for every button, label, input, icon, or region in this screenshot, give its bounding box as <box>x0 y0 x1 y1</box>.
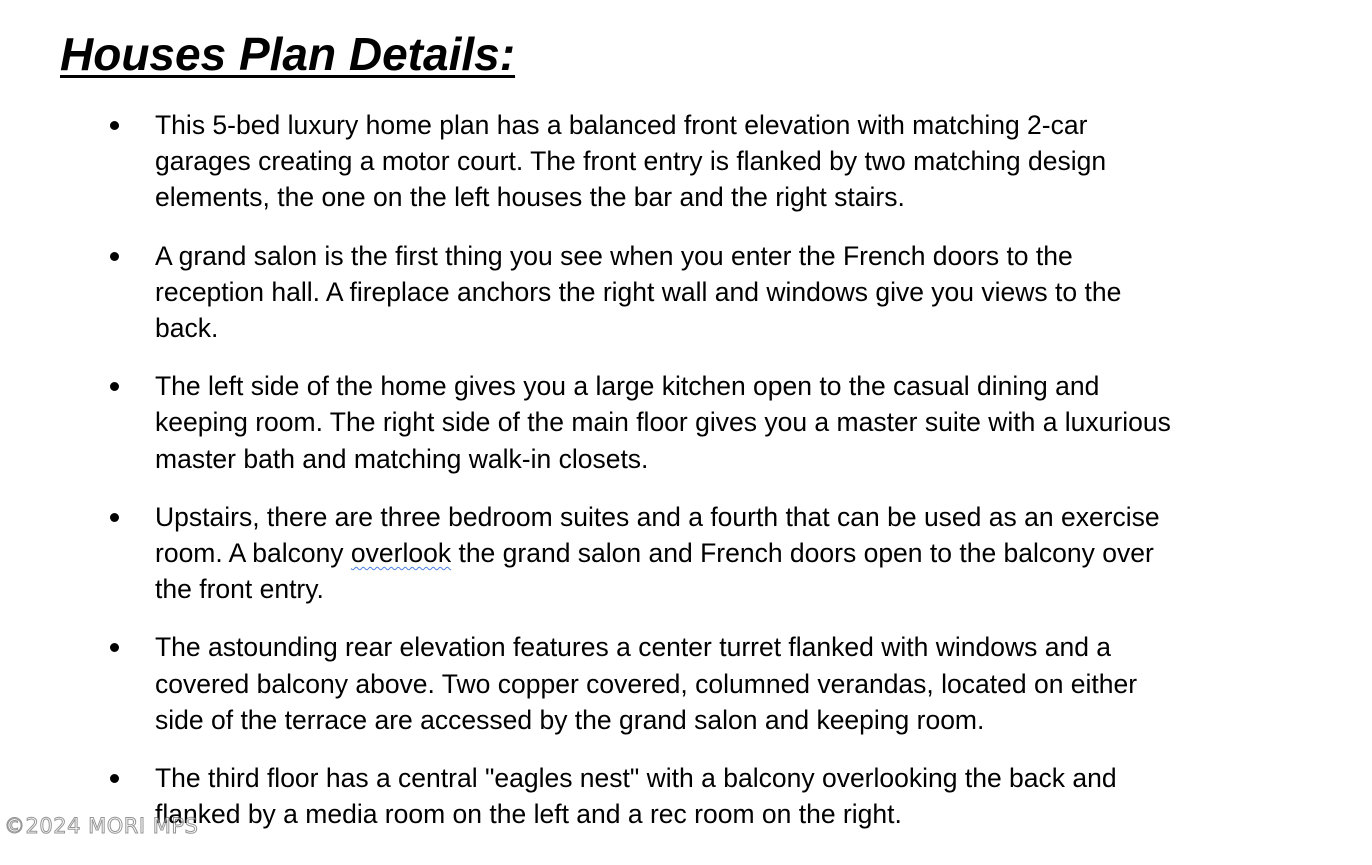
text-line: back. <box>155 313 219 344</box>
spellcheck-flagged-word[interactable]: overlook <box>350 538 452 569</box>
text-line: flanked by a media room on the left and a rec room on the right. <box>155 799 902 830</box>
text-line: The left side of the home gives you a large kitchen open to the casual dining and <box>155 371 1100 402</box>
text-line: the front entry. <box>155 574 324 605</box>
list-item-text <box>155 760 1325 832</box>
text-line: Upstairs, there are three bedroom suites and a fourth that can be used as an exercise <box>155 501 1160 532</box>
page-title: Houses Plan Details: <box>60 28 516 80</box>
list-item <box>0 499 1372 608</box>
text-line: side of the terrace are accessed by the grand salon and keeping room. <box>155 704 985 735</box>
text-segment: the grand salon and French doors open to the balcony over <box>451 538 1154 569</box>
list-item-text <box>155 629 1325 738</box>
list-item <box>0 760 1372 832</box>
bullet-list <box>0 107 1372 854</box>
text-line: garages creating a motor court. The front entry is flanked by two matching design <box>155 146 1107 177</box>
list-item-text <box>155 107 1325 216</box>
text-line: keeping room. The right side of the main floor gives you a master suite with a luxurious <box>155 407 1171 438</box>
bullet-icon <box>110 382 119 391</box>
list-item-text <box>155 499 1325 608</box>
text-line <box>155 535 1325 571</box>
text-line: This 5-bed luxury home plan has a balanced front elevation with matching 2-car <box>155 110 1088 140</box>
text-line: covered balcony above. Two copper covered, columned verandas, located on either <box>155 668 1138 699</box>
bullet-icon <box>110 774 119 783</box>
text-segment: room. A balcony <box>155 538 351 569</box>
list-item <box>0 368 1372 477</box>
bullet-icon <box>110 252 119 261</box>
text-line: elements, the one on the left houses the bar and the right stairs. <box>155 182 905 213</box>
list-item-text <box>155 238 1325 347</box>
text-line: reception hall. A fireplace anchors the right wall and windows give you views to the <box>155 276 1122 307</box>
list-item-text <box>155 368 1325 477</box>
text-line: master bath and matching walk-in closets. <box>155 443 649 474</box>
copyright-watermark: ©2024 MORI MPS <box>4 814 199 838</box>
text-line: The third floor has a central "eagles nest" with a balcony overlooking the back and <box>155 763 1117 794</box>
bullet-icon <box>110 121 119 130</box>
text-line: The astounding rear elevation features a center turret flanked with windows and a <box>155 632 1112 663</box>
list-item <box>0 629 1372 738</box>
list-item <box>0 238 1372 347</box>
list-item <box>0 107 1372 216</box>
bullet-icon <box>110 513 119 522</box>
bullet-icon <box>110 643 119 652</box>
text-line: A grand salon is the first thing you see when you enter the French doors to the <box>155 240 1073 271</box>
